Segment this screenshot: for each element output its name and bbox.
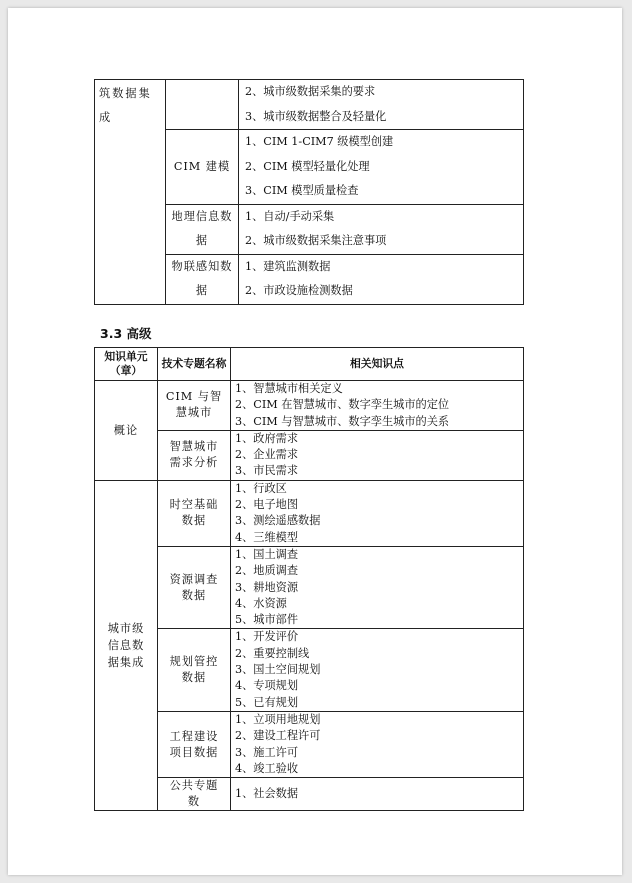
list-item: 2、建设工程许可: [235, 729, 321, 743]
items-cell: [239, 80, 524, 130]
header-knowledge: 相关知识点: [231, 348, 524, 381]
list-item: 1、自动/手动采集: [245, 209, 335, 223]
list-item: 1、CIM 1-CIM7 级模型创建: [245, 135, 394, 148]
list-item: 2、重要控制线: [235, 646, 310, 660]
topic-cell: [166, 80, 239, 130]
table-continued: [94, 79, 524, 305]
list-item: 4、水资源: [235, 596, 287, 610]
table-row: [95, 629, 524, 711]
list-item: 2、电子地图: [235, 498, 299, 512]
items-cell: [239, 130, 524, 205]
topic-cell: 规划管控数据: [158, 629, 231, 711]
table-header-row: [95, 348, 524, 381]
list-item: 4、三维模型: [235, 530, 299, 544]
topic-cell: 时空基础数据: [158, 480, 231, 546]
list-item: 2、市政设施检测数据: [245, 284, 353, 297]
unit-cell: 筑数据集成: [95, 80, 166, 305]
list-item: 2、地质调查: [235, 564, 299, 578]
advanced-table: [94, 347, 524, 811]
topic-cell: 地理信息数据: [166, 204, 239, 254]
list-item: 1、建筑监测数据: [245, 259, 331, 273]
items-cell: [231, 711, 524, 777]
list-item: 2、企业需求: [235, 448, 299, 462]
header-unit: 知识单元（章）: [95, 348, 158, 381]
topic-cell: 智慧城市需求分析: [158, 430, 231, 480]
topic-cell: 资源调查数据: [158, 546, 231, 628]
list-item: 1、社会数据: [235, 786, 299, 800]
list-item: 3、国土空间规划: [235, 663, 321, 677]
list-item: 3、测绘遥感数据: [235, 514, 321, 528]
topic-cell: 公共专题数: [158, 778, 231, 811]
items-cell: [231, 629, 524, 711]
table-row: [95, 430, 524, 480]
items-cell: [231, 381, 524, 431]
header-topic: 技术专题名称: [158, 348, 231, 381]
items-cell: [239, 204, 524, 254]
list-item: 1、智慧城市相关定义: [235, 382, 343, 395]
table-row: [95, 546, 524, 628]
list-item: 1、立项用地规划: [235, 712, 321, 726]
items-cell: [239, 254, 524, 304]
items-cell: [231, 778, 524, 811]
list-item: 5、城市部件: [235, 613, 299, 627]
items-cell: [231, 430, 524, 480]
document-page: [8, 8, 622, 875]
list-item: 3、CIM 与智慧城市、数字孪生城市的关系: [235, 414, 450, 428]
section-heading: 3.3 高级: [100, 326, 152, 341]
list-item: 4、竣工验收: [235, 761, 299, 775]
table-row: [95, 778, 524, 811]
unit-cell: 城市级信息数据集成: [95, 480, 158, 810]
topic-cell: 物联感知数据: [166, 254, 239, 304]
list-item: 3、城市级数据整合及轻量化: [245, 109, 387, 123]
list-item: 2、城市级数据采集的要求: [245, 85, 376, 98]
list-item: 4、专项规划: [235, 679, 299, 693]
list-item: 1、国土调查: [235, 547, 299, 561]
list-item: 5、已有规划: [235, 695, 299, 709]
list-item: 1、政府需求: [235, 431, 299, 445]
topic-cell: CIM 与智慧城市: [158, 381, 231, 431]
unit-cell: 概论: [95, 381, 158, 481]
table-row: [95, 480, 524, 546]
table-row: [95, 381, 524, 431]
topic-cell: 工程建设项目数据: [158, 711, 231, 777]
list-item: 3、施工许可: [235, 745, 299, 759]
list-item: 2、CIM 模型轻量化处理: [245, 159, 370, 173]
table-row: [95, 711, 524, 777]
table-row: [95, 80, 524, 130]
list-item: 3、CIM 模型质量检查: [245, 184, 359, 197]
topic-cell: CIM 建模: [166, 130, 239, 205]
list-item: 3、市民需求: [235, 464, 299, 478]
items-cell: [231, 546, 524, 628]
list-item: 2、城市级数据采集注意事项: [245, 234, 387, 247]
list-item: 2、CIM 在智慧城市、数字孪生城市的定位: [235, 398, 450, 412]
list-item: 3、耕地资源: [235, 580, 299, 594]
items-cell: [231, 480, 524, 546]
list-item: 1、行政区: [235, 481, 287, 495]
list-item: 1、开发评价: [235, 630, 299, 644]
